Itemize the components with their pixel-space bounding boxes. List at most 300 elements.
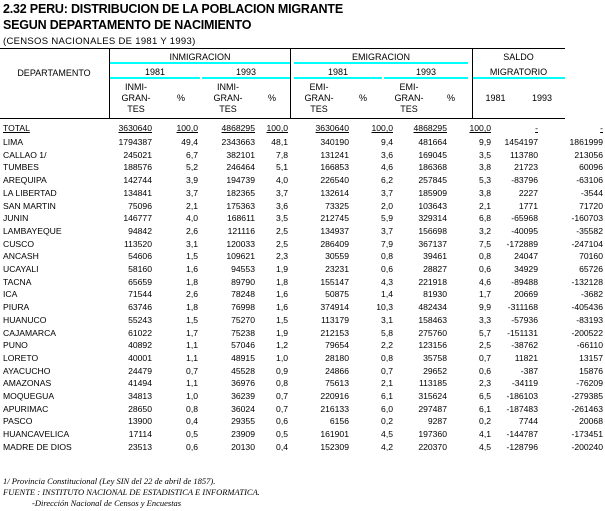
value-cell: -132128 [571,276,603,287]
value-cell: 1454197 [504,137,538,147]
value-cell: 28180 [325,352,349,363]
value-cell: -405436 [571,302,603,313]
header-migratorio: MIGRATORIO [489,67,548,77]
value-cell: 134841 [123,187,152,198]
header-inmigrantes-1981: INMI- GRAN- TES [121,82,151,114]
value-cell: 65659 [128,276,152,287]
value-cell: -3682 [581,289,603,300]
value-cell: 36239 [231,391,255,402]
value-cell: 5,1 [276,162,288,173]
value-cell: 113179 [320,314,349,325]
table-row [0,441,605,454]
value-cell: 0,5 [186,429,198,440]
value-cell: 20130 [231,441,255,452]
value-cell: 0,7 [276,403,288,414]
table-row [0,149,605,162]
value-cell: 61022 [128,327,152,338]
value-cell: 0,6 [276,416,288,427]
header-saldo-1981: 1981 [485,93,506,103]
value-cell: 1,4 [381,289,393,300]
value-cell: -57936 [511,314,538,325]
value-cell: 0,8 [186,403,198,414]
value-cell: 13900 [128,416,152,427]
department-cell: TUMBES [3,162,39,173]
value-cell: 1,2 [276,340,288,351]
value-cell: -63106 [576,175,603,186]
value-cell: 0,5 [276,429,288,440]
value-cell: 1,8 [276,276,288,287]
department-cell: HUANUCO [3,314,47,325]
value-cell: 194739 [226,175,255,186]
value-cell: 257845 [418,175,447,186]
value-cell: 175363 [226,200,255,211]
table-row [0,276,605,289]
value-cell: 100,0 [469,122,491,133]
value-cell: 3,3 [479,314,491,325]
table-row [0,174,605,187]
value-cell: 158463 [418,314,447,325]
value-cell: 221918 [418,276,447,287]
value-cell: 0,8 [479,251,491,262]
total-row [0,121,605,136]
value-cell: 5,2 [186,162,198,173]
value-cell: 1861999 [569,137,603,147]
value-cell: 29652 [423,365,447,376]
value-cell: 28650 [128,403,152,414]
header-inm-1981: 1981 [144,67,166,77]
value-cell: 0,8 [276,378,288,389]
value-cell: 0,7 [381,365,393,376]
department-cell: AYACUCHO [3,365,51,376]
value-cell: 212745 [320,213,349,224]
value-cell: 5,8 [381,327,393,338]
value-cell: 3,8 [479,187,491,198]
department-cell: CALLAO 1/ [3,149,47,160]
value-cell: 0,6 [479,264,491,275]
value-cell: 1,0 [186,391,198,402]
value-cell: 2,3 [276,251,288,262]
value-cell: 4,2 [381,441,393,452]
data-table [0,121,605,454]
value-cell: 329314 [418,213,447,224]
table-row [0,225,605,238]
value-cell: 226540 [320,175,349,186]
value-cell: 246464 [226,162,255,173]
value-cell: 3,5 [479,149,491,160]
value-cell: 5,9 [381,213,393,224]
value-cell: 374914 [320,302,349,313]
department-cell: PUNO [3,340,28,351]
footnote-source: FUENTE : INSTITUTO NACIONAL DE ESTADISTICA E INFORMATICA. [3,487,260,497]
value-cell: 2,6 [186,225,198,236]
value-cell: -247104 [571,238,603,249]
table-row [0,415,605,428]
value-cell: 0,7 [186,365,198,376]
value-cell: 4,6 [479,276,491,287]
value-cell: 3,7 [276,187,288,198]
value-cell: 3,6 [276,200,288,211]
value-cell: 75270 [231,314,255,325]
value-cell: 94553 [231,264,255,275]
value-cell: 23231 [325,264,349,275]
value-cell: 40001 [128,352,152,363]
value-cell: 2343663 [221,137,255,147]
value-cell: 2,1 [479,200,491,211]
header-pct-emi-1981: % [358,93,367,103]
value-cell: -261463 [571,403,603,414]
table-row [0,238,605,251]
table-row [0,212,605,225]
value-cell: 48,1 [271,137,288,147]
table-row [0,377,605,390]
value-cell: 113185 [418,378,447,389]
value-cell: 3,7 [381,225,393,236]
value-cell: 28827 [423,264,447,275]
value-cell: 245021 [123,149,152,160]
value-cell: -172889 [506,238,538,249]
value-cell: 212153 [320,327,349,338]
value-cell: 10,3 [376,302,393,313]
value-cell: 2227 [518,187,538,198]
value-cell: 24866 [325,365,349,376]
value-cell: 11821 [514,352,538,363]
department-cell: AMAZONAS [3,378,52,389]
value-cell: 197360 [418,429,447,440]
department-cell: APURIMAC [3,403,49,414]
value-cell: 0,4 [276,441,288,452]
value-cell: 3630640 [118,122,152,133]
value-cell: 6,2 [381,175,393,186]
value-cell: 155147 [320,276,349,287]
value-cell: 2,0 [381,200,393,211]
value-cell: 3,9 [186,175,198,186]
department-cell: LIMA [3,137,24,147]
title-line-1: 2.32 PERU: DISTRIBUCION DE LA POBLACION MIGRANTE [3,2,343,16]
value-cell: 4,1 [479,429,491,440]
value-cell: 76998 [231,302,255,313]
value-cell: 4,5 [381,429,393,440]
value-cell: 161901 [320,429,349,440]
value-cell: 4,5 [479,441,491,452]
value-cell: -200240 [571,441,603,452]
value-cell: -144787 [506,429,538,440]
value-cell: 0,6 [381,264,393,275]
value-cell: 36024 [231,403,255,414]
value-cell: 3,7 [186,187,198,198]
value-cell: 40892 [128,340,152,351]
table-row [0,301,605,314]
value-cell: 89790 [231,276,255,287]
value-cell: 23513 [128,441,152,452]
value-cell: 6,1 [381,391,393,402]
value-cell: 2,5 [276,225,288,236]
value-cell: 216133 [320,403,349,414]
header-pct-inm-1993: % [267,93,276,103]
header-inmigrantes-1993: INMI- GRAN- TES [213,82,243,114]
footnote-1: 1/ Provincia Constitucional (Ley SIN del 22 de abril de 1857). [3,476,216,486]
table-row [0,352,605,365]
value-cell: -34119 [511,378,538,389]
value-cell: 6,0 [381,403,393,414]
value-cell: 75613 [325,378,349,389]
value-cell: 188576 [123,162,152,173]
value-cell: 3,7 [381,187,393,198]
value-cell: 2,1 [186,200,198,211]
department-cell: PIURA [3,302,30,313]
table-row [0,428,605,441]
value-cell: -65968 [511,213,538,224]
value-cell: 24047 [514,251,538,262]
value-cell: 275760 [418,327,447,338]
value-cell: 1,8 [186,302,198,313]
value-cell: 50875 [325,289,349,300]
value-cell: 73325 [325,200,349,211]
value-cell: 1,0 [276,352,288,363]
value-cell: 5,3 [479,175,491,186]
value-cell: 220916 [320,391,349,402]
department-cell: CUSCO [3,238,35,249]
value-cell: 24479 [128,365,152,376]
department-cell: UCAYALI [3,264,39,275]
value-cell: -66110 [576,340,603,351]
value-cell: 0,4 [186,416,198,427]
value-cell: 17114 [128,429,152,440]
value-cell: 0,7 [276,391,288,402]
header-saldo-1993: 1993 [531,93,553,103]
value-cell: 315624 [418,391,447,402]
value-cell: 113780 [509,149,538,160]
value-cell: 1,5 [186,251,198,262]
value-cell: 29355 [231,416,255,427]
value-cell: 71544 [128,289,152,300]
value-cell: 70160 [579,251,603,262]
value-cell: 54606 [128,251,152,262]
value-cell: 4,3 [381,276,393,287]
value-cell: 2,3 [479,378,491,389]
value-cell: 78248 [231,289,255,300]
value-cell: 297487 [418,403,447,414]
value-cell: 382101 [226,149,255,160]
value-cell: 186368 [418,162,447,173]
value-cell: 75096 [128,200,152,211]
value-cell: 1,6 [276,289,288,300]
value-cell: 3,1 [381,314,393,325]
department-cell: LA LIBERTAD [3,187,57,198]
table-row [0,403,605,416]
table-header [0,48,565,119]
value-cell: 4868295 [413,122,447,133]
department-cell: TOTAL [3,122,30,133]
value-cell: 367137 [418,238,447,249]
department-cell: MOQUEGUA [3,391,55,402]
value-cell: 481664 [418,137,447,147]
value-cell: -3544 [581,187,603,198]
value-cell: 60096 [579,162,603,173]
value-cell: - [535,122,538,133]
department-cell: CAJAMARCA [3,327,57,338]
value-cell: 63746 [128,302,152,313]
value-cell: 2,2 [381,340,393,351]
header-emi-1993: 1993 [415,67,437,77]
value-cell: 0,9 [276,365,288,376]
value-cell: 168611 [226,213,255,224]
value-cell: 48915 [231,352,255,363]
value-cell: 65726 [579,264,603,275]
table-row [0,161,605,174]
value-cell: 20068 [579,416,603,427]
header-departamento: DEPARTAMENTO [17,68,91,78]
department-cell: MADRE DE DIOS [3,441,72,452]
value-cell: 30559 [325,251,349,262]
department-cell: JUNIN [3,213,29,224]
value-cell: 35758 [423,352,447,363]
value-cell: 103643 [418,200,447,211]
value-cell: 0,6 [186,441,198,452]
value-cell: 1,9 [276,264,288,275]
department-cell: AREQUIPA [3,175,47,186]
value-cell: 2,5 [276,238,288,249]
subtitle: (CENSOS NACIONALES DE 1981 Y 1993) [3,36,196,47]
value-cell: 2,5 [479,340,491,351]
value-cell: -83796 [511,175,538,186]
value-cell: 58160 [128,264,152,275]
value-cell: 4,0 [276,175,288,186]
value-cell: 0,8 [381,251,393,262]
value-cell: 1,7 [479,289,491,300]
value-cell: -279385 [571,391,603,402]
value-cell: 132614 [320,187,349,198]
value-cell: 45528 [231,365,255,376]
value-cell: 185909 [418,187,447,198]
table-row [0,250,605,263]
value-cell: 5,7 [479,327,491,338]
value-cell: 75238 [231,327,255,338]
value-cell: 7,9 [381,238,393,249]
value-cell: 21723 [514,162,538,173]
value-cell: 9,9 [479,137,491,147]
value-cell: 9,4 [381,137,393,147]
value-cell: -128796 [506,441,538,452]
value-cell: 121116 [227,225,255,236]
value-cell: 146777 [123,213,152,224]
value-cell: -89488 [511,276,538,287]
value-cell: 0,7 [479,352,491,363]
value-cell: 213056 [574,149,603,160]
value-cell: 1,6 [186,264,198,275]
value-cell: 34929 [514,264,538,275]
value-cell: 1,1 [186,340,198,351]
value-cell: 15876 [579,365,603,376]
table-row [0,136,605,149]
value-cell: 220370 [418,441,447,452]
value-cell: -311168 [507,302,538,313]
value-cell: 71720 [579,200,603,211]
value-cell: -76209 [576,378,603,389]
value-cell: 13157 [579,352,603,363]
table-row [0,390,605,403]
table-row [0,327,605,340]
value-cell: 7,5 [479,238,491,249]
value-cell: 1,5 [186,314,198,325]
value-cell: 1,6 [276,302,288,313]
value-cell: 120033 [226,238,255,249]
header-inmigracion: INMIGRACION [169,52,231,62]
value-cell: 1,9 [276,327,288,338]
value-cell: 41494 [128,378,152,389]
value-cell: 134937 [320,225,349,236]
value-cell: 113520 [123,238,152,249]
value-cell: 3,6 [381,149,393,160]
value-cell: -160703 [571,213,603,224]
value-cell: 34813 [128,391,152,402]
header-emigrantes-1981: EMI- GRAN- TES [304,82,334,114]
value-cell: 6,8 [479,213,491,224]
value-cell: 142744 [123,175,152,186]
value-cell: 4,6 [381,162,393,173]
value-cell: 152309 [320,441,349,452]
value-cell: 100,0 [371,122,393,133]
value-cell: 286409 [320,238,349,249]
value-cell: 6,7 [186,149,198,160]
value-cell: 100,0 [266,122,288,133]
value-cell: 6,5 [479,391,491,402]
department-cell: LAMBAYEQUE [3,225,62,236]
department-cell: ANCASH [3,251,39,262]
value-cell: 3,5 [276,213,288,224]
department-cell: ICA [3,289,18,300]
value-cell: 49,4 [181,137,198,147]
value-cell: 482434 [418,302,447,313]
value-cell: -40095 [511,225,538,236]
value-cell: 0,2 [381,416,393,427]
value-cell: 156698 [418,225,447,236]
value-cell: 23909 [231,429,255,440]
header-inm-1993: 1993 [235,67,257,77]
value-cell: 0,2 [479,416,491,427]
value-cell: 79654 [325,340,349,351]
value-cell: 7,8 [276,149,288,160]
table-row [0,187,605,200]
value-cell: 94842 [128,225,152,236]
value-cell: 4,0 [186,213,198,224]
value-cell: -173451 [571,429,603,440]
value-cell: 55243 [128,314,152,325]
value-cell: -83193 [576,314,603,325]
value-cell: 6,1 [479,403,491,414]
header-pct-inm-1981: % [176,93,185,103]
department-cell: LORETO [3,352,39,363]
value-cell: -200522 [571,327,603,338]
table-row [0,365,605,378]
header-pct-emi-1993: % [446,93,455,103]
table-row [0,288,605,301]
value-cell: 131241 [320,149,349,160]
header-emigracion: EMIGRACION [351,52,410,62]
value-cell: 3,8 [479,162,491,173]
value-cell: 2,1 [381,378,393,389]
value-cell: 20669 [514,289,538,300]
title-line-2: SEGUN DEPARTAMENTO DE NACIMIENTO [3,18,252,32]
value-cell: -387 [520,365,538,376]
value-cell: 2,6 [186,289,198,300]
table-row [0,200,605,213]
value-cell: 3,2 [479,225,491,236]
department-cell: SAN MARTIN [3,200,56,211]
table-row [0,314,605,327]
department-cell: PASCO [3,416,33,427]
department-cell: TACNA [3,276,32,287]
header-emigrantes-1993: EMI- GRAN- TES [394,82,424,114]
